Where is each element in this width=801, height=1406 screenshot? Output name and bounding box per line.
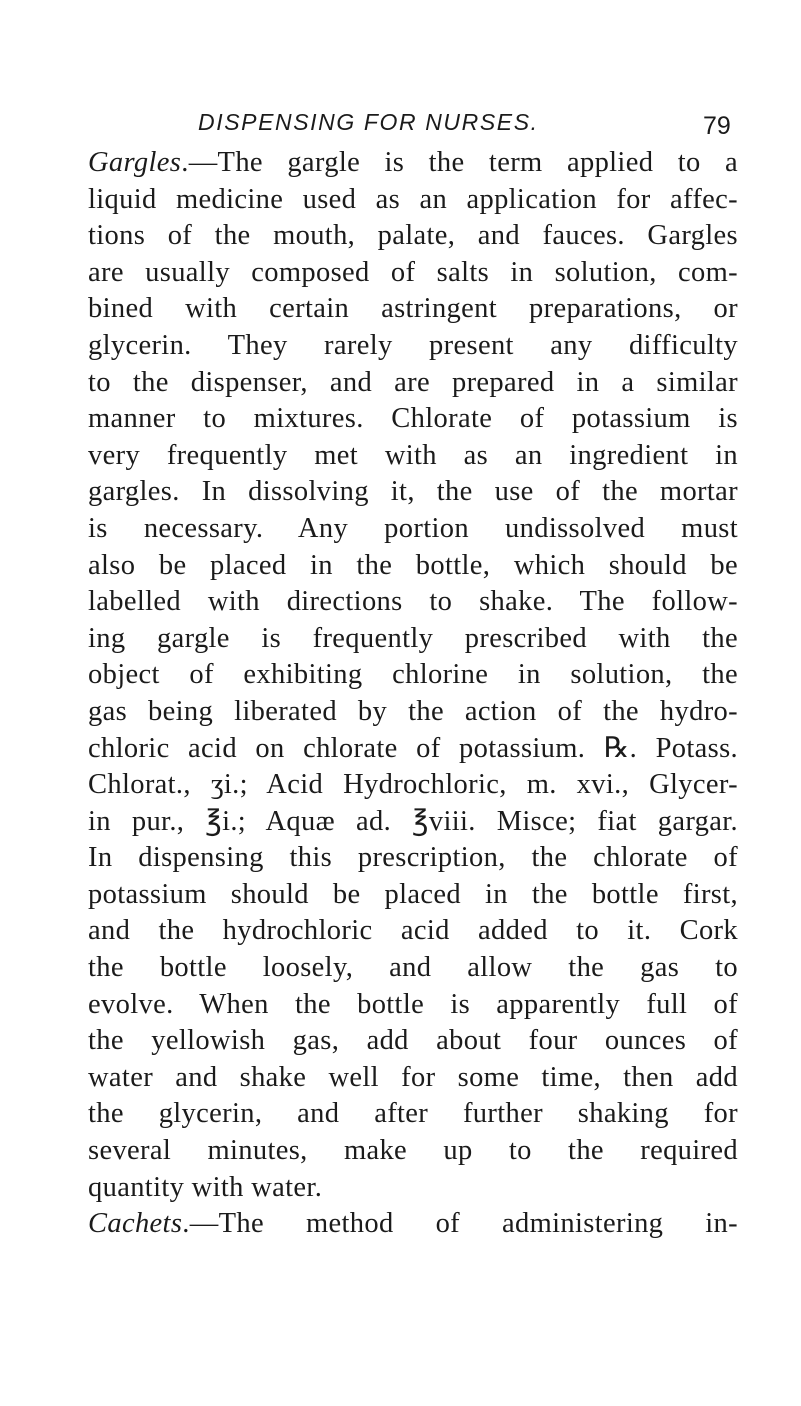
text-line: the yellowish gas, add about four ounces of <box>88 1025 738 1057</box>
text-line: Chlorat., ʒi.; Acid Hydrochloric, m. xvi., Glycer- <box>88 769 738 801</box>
text-line: In dispensing this prescription, the chlorate of <box>88 842 738 874</box>
text-line: water and shake well for some time, then add <box>88 1061 738 1093</box>
text-line: gas being liberated by the action of the hydro- <box>88 695 738 727</box>
text-line: manner to mixtures. Chlorate of potassium is <box>88 403 738 435</box>
body-text <box>88 145 738 1243</box>
text-line: gargles. In dissolving it, the use of the mortar <box>88 476 738 508</box>
text-line: labelled with directions to shake. The follow- <box>88 586 738 618</box>
text-line: chloric acid on chlorate of potassium. ℞. Potass. <box>88 732 738 764</box>
text-line: are usually composed of salts in solution, com- <box>88 256 738 288</box>
page-header <box>0 107 801 147</box>
text-line: the bottle loosely, and allow the gas to <box>88 952 738 984</box>
text-line: bined with certain astringent preparations, or <box>88 293 738 325</box>
text-line: to the dispenser, and are prepared in a similar <box>88 366 738 398</box>
text-line: liquid medicine used as an application for affec- <box>88 183 738 215</box>
text-line: object of exhibiting chlorine in solution, the <box>88 659 738 691</box>
text-line: and the hydrochloric acid added to it. Cork <box>88 915 738 947</box>
line-text: .—The method of administering in- <box>182 1208 738 1240</box>
text-line: very frequently met with as an ingredient in <box>88 439 738 471</box>
paragraph-lead-gargles: Gargles <box>88 147 182 178</box>
text-line: is necessary. Any portion undissolved must <box>88 512 738 544</box>
text-line: the glycerin, and after further shaking for <box>88 1098 738 1130</box>
paragraph-lead-cachets: Cachets <box>88 1208 183 1240</box>
text-line: quantity with water. <box>88 1171 323 1203</box>
text-line: in pur., ℥i.; Aquæ ad. ℥viii. Misce; fiat gargar. <box>88 805 738 837</box>
page-number: 79 <box>703 112 731 140</box>
text-line: potassium should be placed in the bottle first, <box>88 878 738 910</box>
text-line: glycerin. They rarely present any difficulty <box>88 329 738 361</box>
text-line <box>88 145 738 182</box>
text-line <box>88 1206 738 1243</box>
running-title: DISPENSING FOR NURSES. <box>198 109 539 135</box>
text-line: also be placed in the bottle, which should be <box>88 549 738 581</box>
text-line: several minutes, make up to the required <box>88 1135 738 1167</box>
text-line: ing gargle is frequently prescribed with the <box>88 622 738 654</box>
line-text: .—The gargle is the term applied to a <box>181 147 738 178</box>
text-line: tions of the mouth, palate, and fauces. Gargles <box>88 220 738 252</box>
text-line: evolve. When the bottle is apparently full of <box>88 988 738 1020</box>
